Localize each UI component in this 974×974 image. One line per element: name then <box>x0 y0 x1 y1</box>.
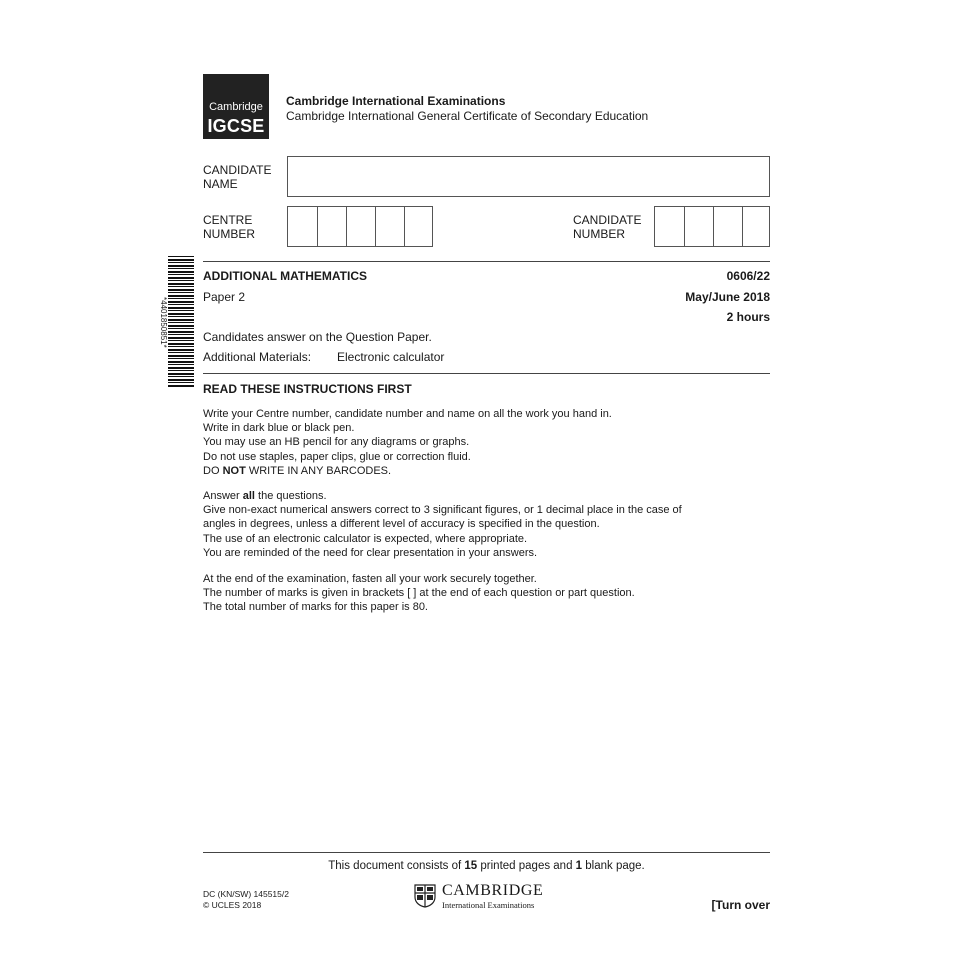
candidate-name-field[interactable] <box>287 156 770 197</box>
centre-number-cell[interactable] <box>375 207 404 246</box>
logo-text-igcse: IGCSE <box>207 116 265 136</box>
answer-on-paper-note: Candidates answer on the Question Paper. <box>203 330 432 344</box>
divider-footer <box>203 852 770 853</box>
logo-text-cambridge: Cambridge <box>209 101 263 113</box>
centre-number-cell[interactable] <box>346 207 375 246</box>
centre-number-cell[interactable] <box>288 207 317 246</box>
exam-session: May/June 2018 <box>685 290 770 304</box>
instructions-group-1 <box>203 407 763 478</box>
additional-materials-value: Electronic calculator <box>337 350 445 364</box>
instructions-group-2 <box>203 489 763 560</box>
organisation-title: Cambridge International Examinations <box>286 94 506 108</box>
divider-middle <box>203 373 770 374</box>
paper-number: Paper 2 <box>203 290 246 304</box>
candidate-name-label: CANDIDATE NAME <box>203 163 272 191</box>
exam-duration: 2 hours <box>726 310 770 324</box>
instruction-line: The total number of marks for this paper is 80. <box>203 601 428 614</box>
copyright-notice: © UCLES 2018 <box>203 900 262 910</box>
candidate-number-cell[interactable] <box>713 207 742 246</box>
instruction-line: Do not use staples, paper clips, glue or correction fluid. <box>203 450 471 463</box>
instruction-line: At the end of the examination, fasten all your work securely together. <box>203 573 537 585</box>
subject-title: ADDITIONAL MATHEMATICS <box>203 269 367 283</box>
instruction-line: Give non-exact numerical answers correct to 3 significant figures, or 1 decimal place in the case of <box>203 504 682 517</box>
instruction-line: The number of marks is given in brackets [ ] at the end of each question or part question. <box>203 587 635 600</box>
candidate-number-cell[interactable] <box>742 207 769 246</box>
turn-over-note: [Turn over <box>711 898 770 912</box>
barcode-number: *4401850851* <box>159 296 168 348</box>
candidate-number-cell[interactable] <box>684 207 713 246</box>
centre-number-field[interactable] <box>287 206 433 247</box>
instructions-heading: READ THESE INSTRUCTIONS FIRST <box>203 382 412 396</box>
additional-materials-label: Additional Materials: <box>203 350 312 364</box>
instruction-line: Write in dark blue or black pen. <box>203 422 355 435</box>
igcse-logo <box>203 74 269 139</box>
candidate-number-field[interactable] <box>654 206 770 247</box>
instructions-group-3 <box>203 572 763 615</box>
centre-number-cell[interactable] <box>317 207 346 246</box>
cambridge-crest-icon <box>414 884 436 908</box>
barcode <box>168 256 194 388</box>
divider-top <box>203 261 770 262</box>
centre-number-label: CENTRE NUMBER <box>203 213 256 241</box>
instruction-line: You are reminded of the need for clear presentation in your answers. <box>203 546 538 559</box>
cambridge-wordmark-subtitle: International Examinations <box>442 900 535 910</box>
instruction-line-barcodes: DO NOT WRITE IN ANY BARCODES. <box>203 464 392 477</box>
instruction-line-answer-all: Answer all the questions. <box>203 490 327 502</box>
cambridge-wordmark: CAMBRIDGE <box>442 882 544 899</box>
candidate-number-cell[interactable] <box>655 207 684 246</box>
instruction-line: Write your Centre number, candidate number and name on all the work you hand in. <box>203 408 612 420</box>
centre-number-cell[interactable] <box>404 207 432 246</box>
instruction-line: The use of an electronic calculator is expected, where appropriate. <box>203 532 528 545</box>
page-count-note: This document consists of 15 printed pages and 1 blank page. <box>328 860 645 872</box>
organisation-subtitle: Cambridge International General Certificate of Secondary Education <box>286 109 649 123</box>
document-reference: DC (KN/SW) 145515/2 <box>203 889 289 899</box>
candidate-number-label: CANDIDATE NUMBER <box>573 213 642 241</box>
syllabus-code: 0606/22 <box>726 269 770 283</box>
instruction-line: angles in degrees, unless a different level of accuracy is specified in the question. <box>203 518 600 531</box>
instruction-line: You may use an HB pencil for any diagrams or graphs. <box>203 436 470 449</box>
